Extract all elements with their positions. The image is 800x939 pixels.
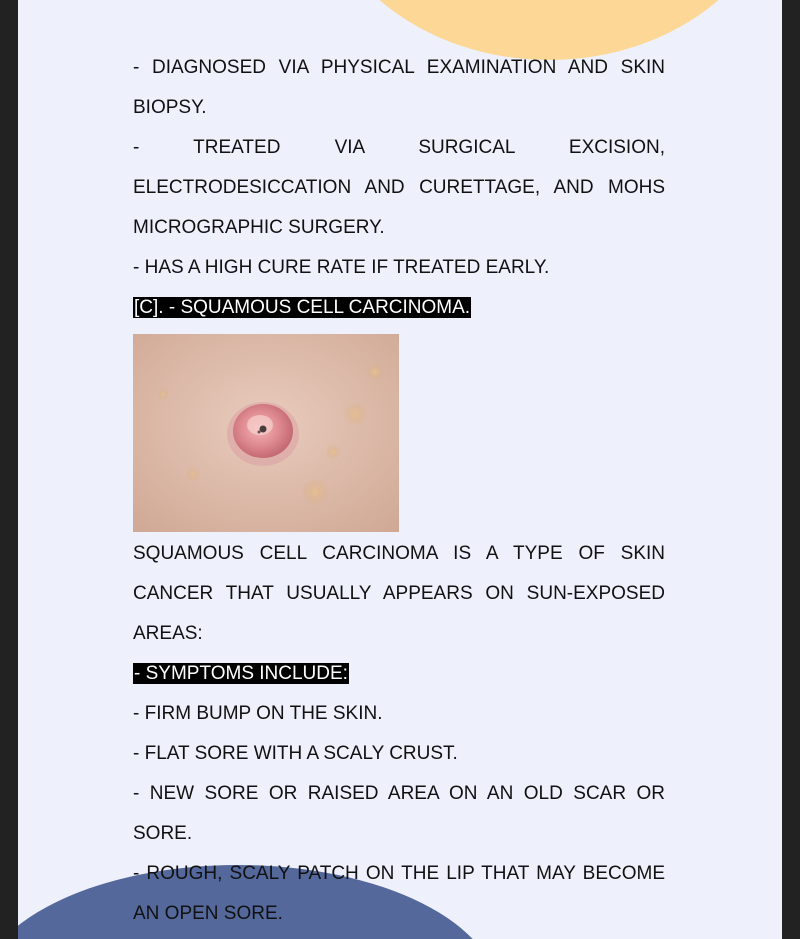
symptoms-heading-line	[133, 654, 665, 694]
document-page	[18, 0, 782, 939]
section-c-heading: [C]. - SQUAMOUS CELL CARCINOMA.	[134, 297, 471, 318]
symptom-item: - FLAT SORE WITH A SCALY CRUST.	[133, 743, 458, 764]
treatment-line: - TREATED VIA SURGICAL EXCISION, ELECTRODESICCATION AND CURETTAGE, AND MOHS MICROGRAPHIC SURGERY.	[133, 137, 665, 238]
description-paragraph: SQUAMOUS CELL CARCINOMA IS A TYPE OF SKIN CANCER THAT USUALLY APPEARS ON SUN-EXPOSED AREAS:	[133, 543, 665, 644]
symptoms-heading: - SYMPTOMS INCLUDE:	[134, 663, 348, 684]
document-content	[133, 48, 665, 934]
symptom-item: - ROUGH, SCALY PATCH ON THE LIP THAT MAY BECOME AN OPEN SORE.	[133, 863, 665, 924]
skin-lesion-photo	[133, 334, 399, 532]
cure-rate-line: - HAS A HIGH CURE RATE IF TREATED EARLY.	[133, 257, 550, 278]
symptom-item: - NEW SORE OR RAISED AREA ON AN OLD SCAR OR SORE.	[133, 783, 665, 844]
section-c-heading-line	[133, 288, 665, 328]
symptom-item: - FIRM BUMP ON THE SKIN.	[133, 703, 383, 724]
diagnosis-line: - DIAGNOSED VIA PHYSICAL EXAMINATION AND SKIN BIOPSY.	[133, 57, 665, 118]
